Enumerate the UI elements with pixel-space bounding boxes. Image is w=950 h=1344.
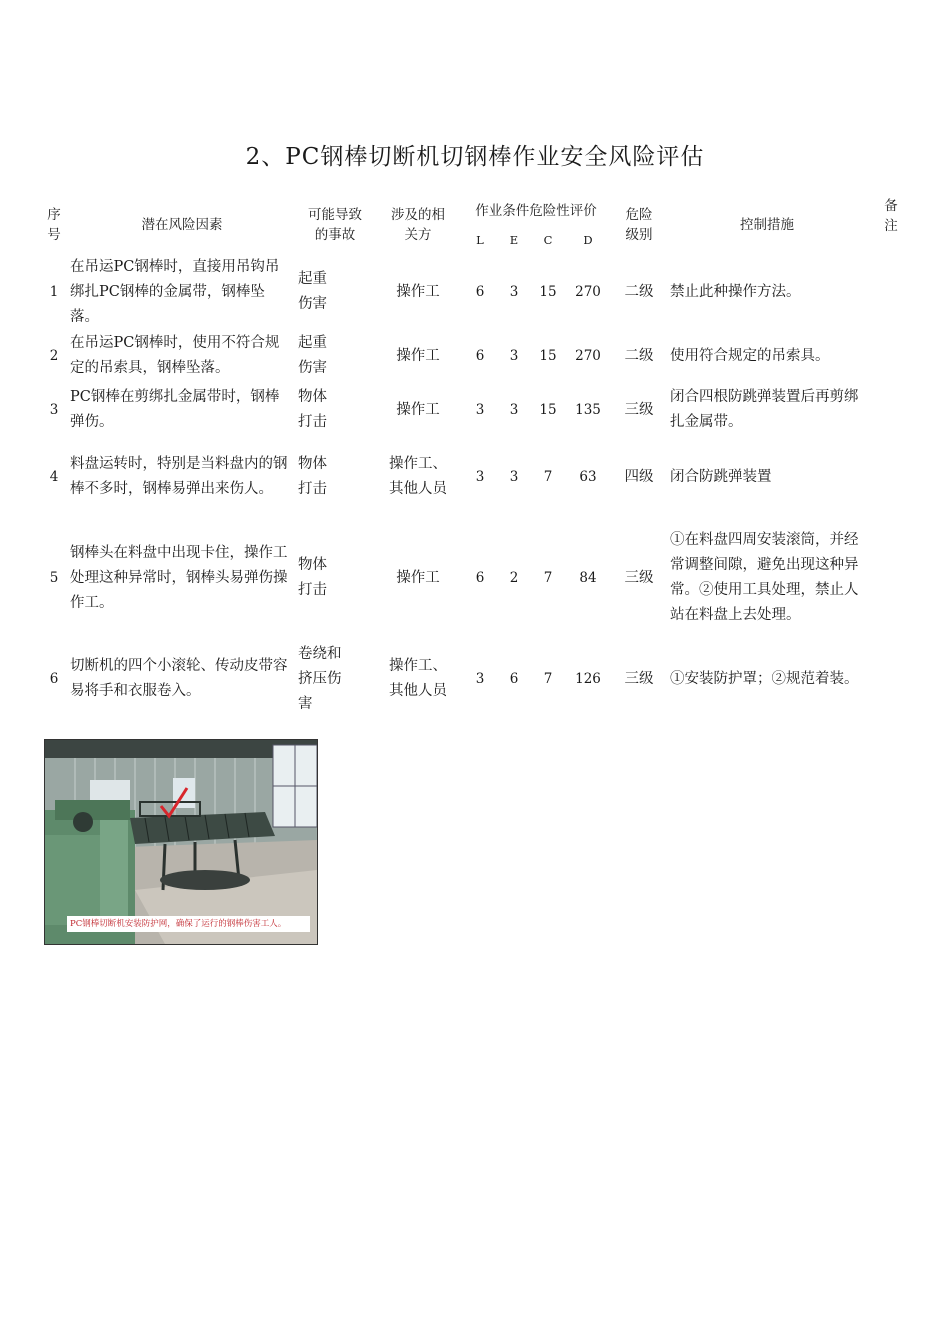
table-row — [40, 330, 916, 382]
cell-C: 15 — [539, 401, 557, 418]
cell-accident-text: 起重伤害 — [298, 271, 327, 312]
header-no-text: 序号 — [47, 207, 61, 243]
page-title: 2、PC钢棒切断机切钢棒作业安全风险评估 — [245, 144, 705, 170]
header-party — [374, 196, 462, 254]
cell-D: 84 — [579, 569, 597, 586]
cell-D: 63 — [579, 468, 597, 485]
cell-control: ①在料盘四周安装滚筒，并经常调整间隙，避免出现这种异常。②使用工具处理，禁止人站在料盘上去处理。 — [670, 532, 859, 623]
cell-no: 6 — [49, 670, 59, 687]
cell-level: 二级 — [624, 283, 654, 300]
table-row — [40, 382, 916, 438]
cell-L: 6 — [475, 283, 485, 300]
header-L: L — [476, 232, 484, 247]
header-level-text: 危险级别 — [625, 207, 653, 243]
cell-accident-text: 物体打击 — [298, 456, 327, 497]
cell-party — [374, 438, 462, 516]
header-accident — [296, 196, 374, 254]
cell-accident — [296, 438, 374, 516]
cell-hazard: 在吊运PC钢棒时，使用不符合规定的吊索具，钢棒坠落。 — [70, 335, 280, 376]
cell-party: 操作工 — [396, 569, 440, 586]
cell-L: 3 — [475, 670, 485, 687]
cell-L: 3 — [475, 468, 485, 485]
header-remark — [866, 196, 916, 254]
cell-E: 6 — [509, 670, 519, 687]
risk-assessment-table — [40, 196, 916, 718]
cell-hazard: 料盘运转时，特别是当料盘内的钢棒不多时，钢棒易弹出来伤人。 — [70, 456, 288, 497]
cell-no: 2 — [49, 347, 59, 364]
cell-hazard: 钢棒头在料盘中出现卡住，操作工处理这种异常时，钢棒头易弹伤操作工。 — [70, 544, 288, 611]
cell-no: 5 — [49, 569, 59, 586]
cell-party-text: 操作工、其他人员 — [388, 456, 447, 497]
cell-remark — [866, 254, 916, 330]
cell-control: 闭合防跳弹装置 — [670, 468, 772, 485]
cell-remark — [866, 516, 916, 640]
cell-control: ①安装防护罩；②规范着装。 — [670, 670, 859, 687]
cell-E: 3 — [509, 283, 519, 300]
cell-E: 3 — [509, 468, 519, 485]
cell-L: 6 — [475, 569, 485, 586]
cell-accident-text: 物体打击 — [298, 557, 327, 598]
cell-remark — [866, 330, 916, 382]
cell-remark — [866, 640, 916, 718]
cell-C: 15 — [539, 283, 557, 300]
cell-L: 3 — [475, 401, 485, 418]
cell-no: 3 — [49, 401, 59, 418]
header-accident-text: 可能导致的事故 — [308, 207, 362, 243]
cell-party — [374, 640, 462, 718]
cell-hazard: PC钢棒在剪绑扎金属带时，钢棒弹伤。 — [70, 389, 280, 430]
cell-L: 6 — [475, 347, 485, 364]
table-row — [40, 516, 916, 640]
header-control: 控制措施 — [740, 217, 794, 233]
photo-caption: PC钢棒切断机安装防护网，确保了运行的钢棒伤害工人。 — [67, 916, 310, 932]
table-header-row — [40, 196, 916, 225]
cell-accident — [296, 382, 374, 438]
header-level — [610, 196, 668, 254]
cell-accident — [296, 516, 374, 640]
header-remark-text: 备注 — [884, 198, 898, 234]
cell-no: 1 — [49, 283, 59, 300]
cell-C: 7 — [543, 569, 553, 586]
cell-C: 7 — [543, 468, 553, 485]
cell-level: 四级 — [624, 468, 654, 485]
cell-D: 270 — [575, 347, 601, 364]
header-evaluation: 作业条件危险性评价 — [475, 202, 597, 219]
header-no — [40, 196, 68, 254]
table-row — [40, 640, 916, 718]
cell-accident — [296, 640, 374, 718]
cell-control: 禁止此种操作方法。 — [670, 283, 801, 300]
cell-D: 270 — [575, 283, 601, 300]
cell-party: 操作工 — [396, 347, 440, 364]
cell-level: 三级 — [624, 670, 654, 687]
cell-no: 4 — [49, 468, 59, 485]
cell-hazard: 在吊运PC钢棒时，直接用吊钩吊绑扎PC钢棒的金属带，钢棒坠落。 — [70, 258, 280, 325]
cell-accident-text: 物体打击 — [298, 389, 327, 430]
cell-party-text: 操作工、其他人员 — [388, 658, 447, 699]
cell-level: 三级 — [624, 401, 654, 418]
cell-D: 135 — [575, 401, 601, 418]
cell-hazard: 切断机的四个小滚轮、传动皮带容易将手和衣服卷入。 — [70, 658, 288, 699]
cell-C: 7 — [543, 670, 553, 687]
cell-control: 闭合四根防跳弹装置后再剪绑扎金属带。 — [670, 389, 859, 430]
cell-party: 操作工 — [396, 283, 440, 300]
cell-D: 126 — [575, 670, 601, 687]
cell-remark — [866, 382, 916, 438]
cell-accident-text: 起重伤害 — [298, 335, 327, 376]
factory-scene-image — [45, 740, 317, 944]
cell-accident — [296, 254, 374, 330]
header-hazard: 潜在风险因素 — [141, 217, 223, 233]
cell-control: 使用符合规定的吊索具。 — [670, 347, 830, 364]
header-D: D — [583, 232, 593, 247]
header-C: C — [543, 232, 553, 247]
cell-E: 3 — [509, 401, 519, 418]
header-party-text: 涉及的相关方 — [391, 207, 445, 243]
cell-remark — [866, 438, 916, 516]
header-E: E — [509, 232, 519, 247]
table-row — [40, 438, 916, 516]
cell-accident-text: 卷绕和挤压伤害 — [298, 645, 342, 712]
table-row — [40, 254, 916, 330]
machine-photo — [44, 739, 318, 945]
cell-E: 2 — [509, 569, 519, 586]
cell-level: 三级 — [624, 569, 654, 586]
cell-accident — [296, 330, 374, 382]
cell-E: 3 — [509, 347, 519, 364]
cell-party: 操作工 — [396, 401, 440, 418]
cell-level: 二级 — [624, 347, 654, 364]
cell-C: 15 — [539, 347, 557, 364]
